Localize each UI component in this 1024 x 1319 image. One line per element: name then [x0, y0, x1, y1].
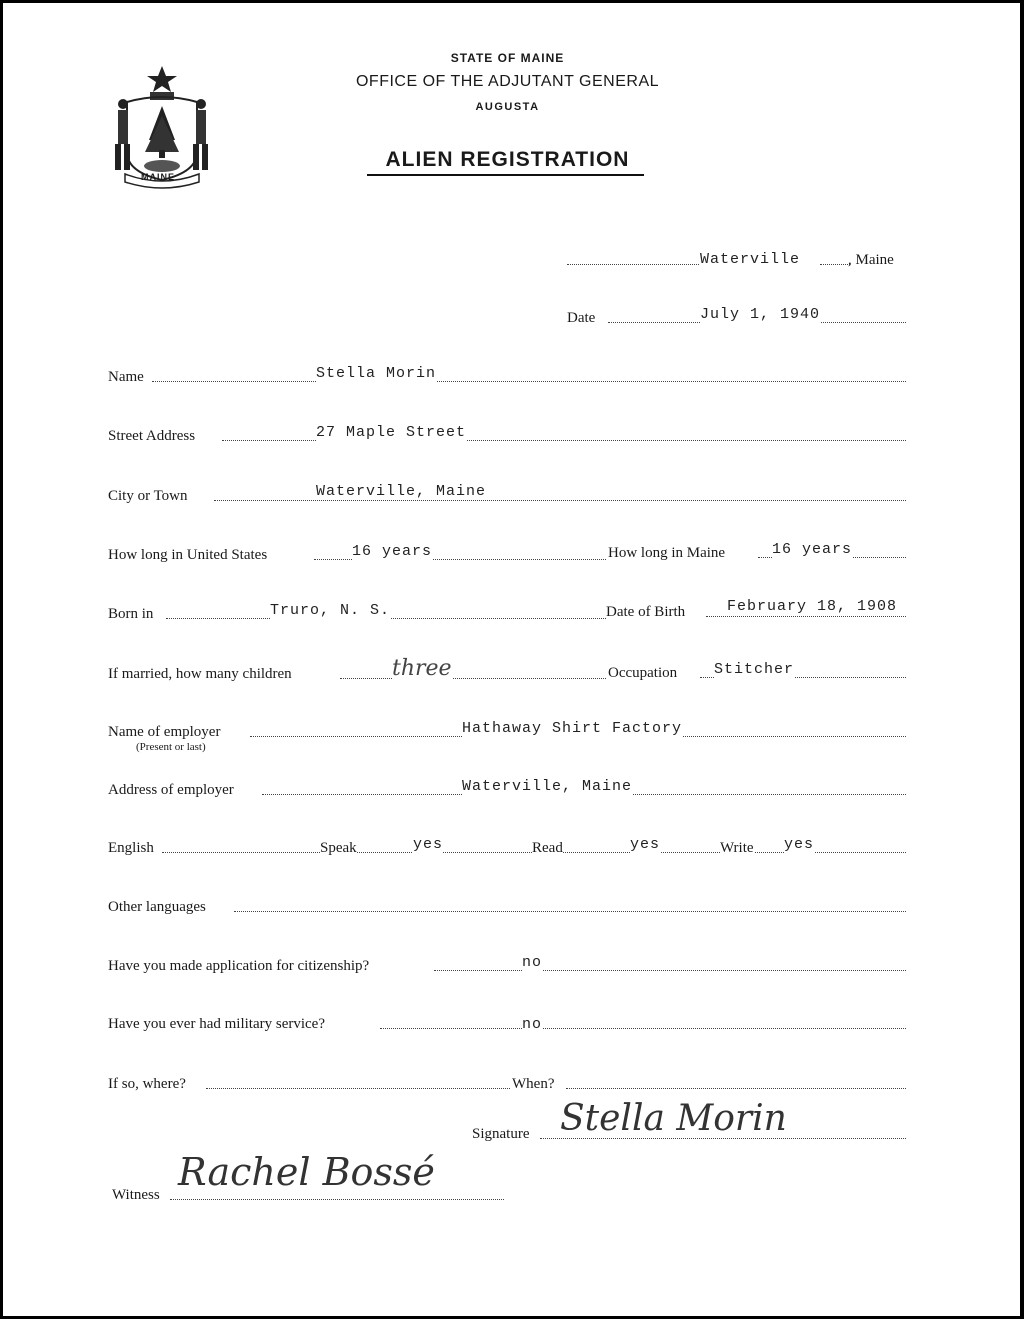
children-value: three: [392, 656, 452, 681]
military-label: Have you ever had military service?: [108, 1016, 325, 1032]
dob-value: February 18, 1908: [727, 598, 898, 615]
form-title: ALIEN REGISTRATION: [385, 148, 630, 171]
children-dots: [340, 678, 606, 679]
scan-edge-right: [1020, 0, 1024, 1319]
employer-label: Name of employer: [108, 724, 221, 740]
english-label: English: [108, 840, 154, 856]
street-value: 27 Maple Street: [316, 424, 467, 441]
how-long-maine-value: 16 years: [772, 541, 853, 558]
street-label: Street Address: [108, 428, 196, 444]
place-suffix: , Maine: [848, 252, 894, 268]
when-label: When?: [512, 1076, 555, 1092]
employer-value: Hathaway Shirt Factory: [462, 720, 683, 737]
place-value: Waterville: [700, 251, 801, 268]
city-value: Waterville, Maine: [316, 483, 487, 500]
write-value: yes: [784, 836, 815, 853]
speak-label: Speak: [320, 840, 357, 856]
read-value: yes: [630, 836, 661, 853]
form-title-underline: [367, 174, 644, 176]
military-value: no: [522, 1016, 543, 1033]
citizenship-label: Have you made application for citizenship?: [108, 958, 370, 974]
occupation-value: Stitcher: [714, 661, 795, 678]
scan-edge-top: [0, 0, 1024, 3]
how-long-us-value: 16 years: [352, 543, 433, 560]
signature-value: Stella Morin: [560, 1098, 787, 1139]
where-dots: [206, 1088, 510, 1089]
witness-dots: [170, 1199, 504, 1200]
citizenship-value: no: [522, 954, 543, 971]
read-label: Read: [532, 840, 563, 856]
name-value: Stella Morin: [316, 365, 437, 382]
scan-edge-left: [0, 0, 3, 1319]
city-label: City or Town: [108, 488, 188, 504]
how-long-us-label: How long in United States: [108, 547, 268, 563]
seal-scroll-text: MAINE: [141, 172, 175, 182]
date-label: Date: [567, 310, 596, 326]
other-languages-label: Other languages: [108, 899, 206, 915]
place-dots: [567, 264, 699, 265]
header-office: OFFICE OF THE ADJUTANT GENERAL: [355, 73, 660, 90]
when-dots: [566, 1088, 906, 1089]
maine-state-seal-icon: [105, 62, 220, 190]
header-state: STATE OF MAINE: [450, 51, 565, 65]
signature-label: Signature: [472, 1126, 530, 1142]
military-dots: [380, 1028, 906, 1029]
employer-address-value: Waterville, Maine: [462, 778, 633, 795]
how-long-maine-label: How long in Maine: [608, 545, 726, 561]
header-city: AUGUSTA: [475, 101, 540, 113]
witness-value: Rachel Bossé: [178, 1150, 435, 1194]
name-label: Name: [108, 369, 144, 385]
citizenship-dots: [434, 970, 906, 971]
born-in-label: Born in: [108, 606, 154, 622]
dob-label: Date of Birth: [606, 604, 686, 620]
name-dots: [152, 381, 906, 382]
speak-value: yes: [413, 836, 444, 853]
occupation-label: Occupation: [608, 665, 678, 681]
place-dots-2: [820, 264, 850, 265]
other-languages-dots: [234, 911, 906, 912]
write-label: Write: [720, 840, 754, 856]
children-label: If married, how many children: [108, 666, 292, 682]
city-dots: [214, 500, 906, 501]
born-in-value: Truro, N. S.: [270, 602, 391, 619]
date-value: July 1, 1940: [700, 306, 821, 323]
where-label: If so, where?: [108, 1076, 186, 1092]
witness-label: Witness: [112, 1187, 160, 1203]
dob-dots: [706, 616, 906, 617]
employer-address-label: Address of employer: [108, 782, 234, 798]
employer-sublabel: (Present or last): [136, 741, 206, 753]
